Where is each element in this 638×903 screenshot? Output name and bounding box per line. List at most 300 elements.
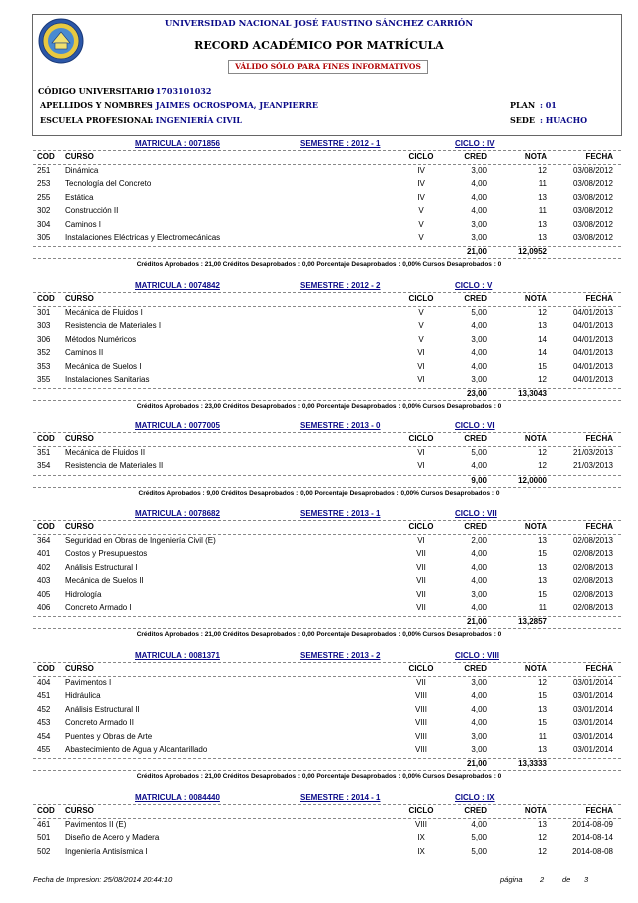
cell-fecha: 03/01/2014: [572, 678, 613, 687]
cell-cred: 2,00: [471, 536, 487, 545]
cell-ciclo: V: [418, 334, 424, 344]
cell-ciclo: IV: [417, 179, 425, 189]
cell-nota: 13: [538, 536, 547, 545]
cell-curso: Caminos I: [65, 219, 102, 229]
total-pages: 3: [584, 875, 589, 884]
cell-cod: 306: [37, 334, 51, 344]
cell-fecha: 04/01/2013: [572, 334, 613, 344]
weighted-average: 13,2857: [518, 617, 547, 627]
table-row: [33, 548, 621, 561]
total-credits: 21,00: [466, 617, 487, 627]
cell-ciclo: VII: [416, 678, 426, 687]
cell-cod: 304: [37, 219, 51, 229]
cell-nota: 13: [538, 820, 547, 829]
table-row: [33, 832, 621, 845]
cell-cod: 354: [37, 461, 51, 471]
table-row: [33, 744, 621, 757]
cell-ciclo: V: [418, 308, 424, 317]
cell-fecha: 04/01/2013: [572, 348, 613, 358]
cell-curso: Hidráulica: [65, 691, 101, 701]
cell-ciclo: IV: [417, 166, 425, 175]
divider: [33, 400, 621, 401]
cell-cred: 5,00: [471, 308, 487, 317]
cell-cod: 451: [37, 691, 51, 701]
semester: SEMESTRE : 2012 - 2: [300, 281, 381, 290]
total-credits: 21,00: [466, 247, 487, 257]
credits-summary: Créditos Aprobados : 21,00 Créditos Desaprobados : 0,00 Porcentaje Desaprobados : 0,00% Cursos Desaprobados : 0: [136, 261, 502, 269]
cell-cred: 4,00: [471, 820, 487, 829]
cell-fecha: 03/08/2012: [572, 219, 613, 229]
divider: [33, 628, 621, 629]
cell-cod: 405: [37, 589, 51, 599]
record-title: RECORD ACADÉMICO POR MATRÍCULA: [194, 39, 444, 52]
cell-fecha: 02/08/2013: [572, 603, 613, 612]
cell-nota: 12: [538, 166, 547, 175]
cell-cred: 4,00: [471, 179, 487, 189]
cell-curso: Análisis Estructural II: [65, 704, 140, 714]
cell-cred: 3,00: [471, 375, 487, 384]
cell-cred: 4,00: [471, 691, 487, 701]
cell-curso: Concreto Armado I: [65, 603, 132, 612]
cell-curso: Ingeniería Antisísmica I: [65, 846, 148, 856]
table-row: [33, 690, 621, 703]
cell-cred: 5,00: [471, 833, 487, 843]
column-header-fecha: FECHA: [585, 434, 613, 443]
cell-ciclo: VIII: [414, 745, 427, 754]
column-header-cod: COD: [37, 152, 55, 161]
cell-curso: Construcción II: [65, 206, 119, 216]
page-number: 2: [540, 875, 545, 884]
semester: SEMESTRE : 2013 - 2: [300, 651, 381, 660]
cell-fecha: 03/08/2012: [572, 179, 613, 189]
semester: SEMESTRE : 2013 - 0: [300, 421, 381, 430]
cell-fecha: 21/03/2013: [572, 448, 613, 457]
cell-nota: 12: [538, 846, 547, 856]
cell-cod: 303: [37, 321, 51, 331]
table-row: [33, 232, 621, 245]
student-school-value: : INGENIERÍA CIVIL: [150, 115, 242, 125]
cell-cred: 3,00: [471, 334, 487, 344]
cell-nota: 13: [538, 704, 547, 714]
cycle: CICLO : IV: [455, 139, 495, 148]
semester: SEMESTRE : 2014 - 1: [300, 793, 381, 802]
cell-cod: 403: [37, 576, 51, 586]
total-credits: 9,00: [471, 475, 487, 485]
validity-notice: VÁLIDO SÓLO PARA FINES INFORMATIVOS: [235, 62, 421, 71]
semester: SEMESTRE : 2013 - 1: [300, 509, 381, 518]
cell-curso: Costos y Presupuestos: [65, 549, 148, 559]
table-row: [33, 320, 621, 333]
table-row: [33, 677, 621, 690]
cell-curso: Instalaciones Eléctricas y Electromecánicas: [65, 233, 221, 242]
cell-curso: Caminos II: [65, 348, 104, 358]
cell-cod: 453: [37, 718, 51, 728]
cell-nota: 13: [538, 576, 547, 586]
table-row: [33, 374, 621, 387]
cell-cod: 501: [37, 833, 51, 843]
weighted-average: 13,3333: [518, 759, 547, 769]
cell-ciclo: IX: [417, 846, 425, 856]
student-school-label: ESCUELA PROFESIONAL: [40, 115, 153, 125]
cell-cred: 3,00: [471, 219, 487, 229]
cell-ciclo: VIII: [414, 704, 427, 714]
divider: [33, 770, 621, 771]
cell-fecha: 03/08/2012: [572, 206, 613, 216]
cell-cod: 454: [37, 731, 51, 741]
cell-cod: 461: [37, 820, 51, 829]
plan-label: PLAN: [510, 100, 536, 110]
cell-curso: Análisis Estructural I: [65, 562, 138, 572]
cell-fecha: 04/01/2013: [572, 308, 613, 317]
cell-curso: Resistencia de Materiales I: [65, 321, 162, 331]
cell-cod: 305: [37, 233, 51, 242]
cycle: CICLO : VII: [455, 509, 497, 518]
cell-cred: 4,00: [471, 603, 487, 612]
cell-fecha: 03/01/2014: [572, 731, 613, 741]
cell-cred: 4,00: [471, 718, 487, 728]
sede-value: : HUACHO: [540, 115, 588, 125]
cell-nota: 15: [538, 718, 547, 728]
column-header-row: [33, 151, 621, 164]
cell-ciclo: VII: [416, 589, 426, 599]
column-header-nota: NOTA: [524, 522, 547, 531]
cell-nota: 12: [538, 448, 547, 457]
table-row: [33, 704, 621, 717]
cell-nota: 11: [538, 603, 547, 612]
total-credits: 23,00: [466, 389, 487, 399]
table-row: [33, 361, 621, 374]
column-header-nota: NOTA: [524, 152, 547, 161]
cell-fecha: 04/01/2013: [572, 361, 613, 371]
cell-cred: 4,00: [471, 562, 487, 572]
cycle: CICLO : VIII: [455, 651, 499, 660]
table-row: [33, 846, 621, 859]
student-code-label: CÓDIGO UNIVERSITARIO: [38, 86, 155, 96]
cell-ciclo: VIII: [414, 820, 427, 829]
table-row: [33, 178, 621, 191]
cell-fecha: 03/08/2012: [572, 233, 613, 242]
cell-nota: 15: [538, 691, 547, 701]
cell-nota: 15: [538, 361, 547, 371]
cell-cod: 452: [37, 704, 51, 714]
cell-ciclo: VII: [416, 549, 426, 559]
cell-cod: 455: [37, 745, 51, 754]
cell-curso: Pavimentos II (E): [65, 820, 127, 829]
cell-cred: 4,00: [471, 321, 487, 331]
cell-nota: 13: [538, 233, 547, 242]
column-header-fecha: FECHA: [585, 522, 613, 531]
cell-nota: 12: [538, 308, 547, 317]
cell-nota: 13: [538, 219, 547, 229]
cell-ciclo: V: [418, 219, 424, 229]
cell-ciclo: VII: [416, 562, 426, 572]
cell-fecha: 03/01/2014: [572, 718, 613, 728]
cell-curso: Hidrología: [65, 589, 102, 599]
cell-cod: 255: [37, 192, 51, 202]
cell-cred: 3,00: [471, 678, 487, 687]
cell-fecha: 04/01/2013: [572, 375, 613, 384]
table-row: [33, 731, 621, 744]
cell-cred: 4,00: [471, 576, 487, 586]
cell-ciclo: IV: [417, 192, 425, 202]
cell-curso: Puentes y Obras de Arte: [65, 731, 153, 741]
cell-nota: 12: [538, 461, 547, 471]
weighted-average: 13,3043: [518, 389, 547, 399]
cell-ciclo: V: [418, 233, 424, 242]
column-header-curso: CURSO: [65, 664, 94, 673]
cell-fecha: 03/01/2014: [572, 745, 613, 754]
divider: [33, 258, 621, 259]
cell-cred: 4,00: [471, 361, 487, 371]
cell-nota: 12: [538, 678, 547, 687]
semester: SEMESTRE : 2012 - 1: [300, 139, 381, 148]
column-header-ciclo: CICLO: [408, 152, 434, 161]
cell-cred: 4,00: [471, 461, 487, 471]
student-code-value: : 1703101032: [150, 86, 212, 96]
cell-ciclo: VIII: [414, 691, 427, 701]
student-sede: [510, 115, 588, 125]
cell-cod: 253: [37, 179, 51, 189]
table-row: [33, 307, 621, 320]
column-header-ciclo: CICLO: [408, 294, 434, 303]
credits-summary: Créditos Aprobados : 21,00 Créditos Desaprobados : 0,00 Porcentaje Desaprobados : 0,00% Cursos Desaprobados : 0: [136, 773, 502, 781]
weighted-average: 12,0952: [518, 247, 547, 257]
cell-fecha: 02/08/2013: [572, 549, 613, 559]
cell-nota: 14: [538, 348, 547, 358]
cell-ciclo: IX: [417, 833, 425, 843]
table-row: [33, 819, 621, 832]
cell-curso: Mecánica de Fluidos I: [65, 308, 143, 317]
cell-ciclo: VII: [416, 603, 426, 612]
cell-cred: 4,00: [471, 704, 487, 714]
cell-cod: 404: [37, 678, 51, 687]
cell-curso: Mecánica de Fluidos II: [65, 448, 146, 457]
column-header-cred: CRED: [464, 152, 487, 161]
page-label: página: [500, 875, 523, 884]
cell-nota: 12: [538, 833, 547, 843]
cell-cred: 4,00: [471, 192, 487, 202]
cell-curso: Mecánica de Suelos II: [65, 576, 144, 586]
column-header-ciclo: CICLO: [408, 522, 434, 531]
matricula-number: MATRICULA : 0077005: [135, 421, 220, 430]
cell-ciclo: VI: [417, 536, 425, 545]
table-row: [33, 192, 621, 205]
cell-ciclo: VII: [416, 576, 426, 586]
column-header-ciclo: CICLO: [408, 664, 434, 673]
cell-cod: 401: [37, 549, 51, 559]
cell-fecha: 02/08/2013: [572, 589, 613, 599]
cell-fecha: 03/01/2014: [572, 704, 613, 714]
column-header-cod: COD: [37, 522, 55, 531]
column-header-cod: COD: [37, 664, 55, 673]
cell-nota: 13: [538, 745, 547, 754]
column-header-cod: COD: [37, 294, 55, 303]
column-header-cred: CRED: [464, 434, 487, 443]
cell-cred: 3,00: [471, 233, 487, 242]
cell-fecha: 04/01/2013: [572, 321, 613, 331]
table-row: [33, 334, 621, 347]
cell-cred: 3,00: [471, 731, 487, 741]
cell-curso: Tecnología del Concreto: [65, 179, 152, 189]
credits-summary: Créditos Aprobados : 21,00 Créditos Desaprobados : 0,00 Porcentaje Desaprobados : 0,00% Cursos Desaprobados : 0: [136, 631, 502, 639]
cell-curso: Pavimentos I: [65, 678, 112, 687]
table-row: [33, 717, 621, 730]
column-header-cod: COD: [37, 806, 55, 815]
student-plan: [510, 100, 557, 110]
column-header-cred: CRED: [464, 664, 487, 673]
column-header-fecha: FECHA: [585, 664, 613, 673]
column-header-fecha: FECHA: [585, 806, 613, 815]
total-credits: 21,00: [466, 759, 487, 769]
cycle: CICLO : V: [455, 281, 493, 290]
cycle: CICLO : VI: [455, 421, 495, 430]
cell-curso: Resistencia de Materiales II: [65, 461, 164, 471]
cell-fecha: 2014-08-14: [572, 833, 613, 843]
column-header-cred: CRED: [464, 522, 487, 531]
cell-fecha: 02/08/2013: [572, 536, 613, 545]
column-header-curso: CURSO: [65, 806, 94, 815]
column-header-curso: CURSO: [65, 294, 94, 303]
matricula-number: MATRICULA : 0071856: [135, 139, 220, 148]
table-row: [33, 602, 621, 615]
table-row: [33, 535, 621, 548]
cell-cod: 302: [37, 206, 51, 216]
cell-cod: 364: [37, 536, 51, 545]
cell-cred: 4,00: [471, 348, 487, 358]
column-header-fecha: FECHA: [585, 152, 613, 161]
divider: [33, 487, 621, 488]
cell-nota: 14: [538, 334, 547, 344]
column-header-row: [33, 293, 621, 306]
weighted-average: 12,0000: [518, 475, 547, 485]
cell-ciclo: VI: [417, 375, 425, 384]
column-header-curso: CURSO: [65, 522, 94, 531]
table-row: [33, 447, 621, 460]
cell-ciclo: VI: [417, 348, 425, 358]
cell-cred: 3,00: [471, 589, 487, 599]
cell-fecha: 03/08/2012: [572, 166, 613, 175]
cell-cod: 502: [37, 846, 51, 856]
cell-nota: 13: [538, 321, 547, 331]
cell-cred: 3,00: [471, 166, 487, 175]
table-row: [33, 347, 621, 360]
cell-ciclo: VI: [417, 448, 425, 457]
cell-ciclo: V: [418, 206, 424, 216]
cell-curso: Seguridad en Obras de Ingeniería Civil (E): [65, 536, 216, 545]
table-row: [33, 589, 621, 602]
cell-cred: 4,00: [471, 549, 487, 559]
cell-cod: 352: [37, 348, 51, 358]
column-header-curso: CURSO: [65, 152, 94, 161]
matricula-number: MATRICULA : 0074842: [135, 281, 220, 290]
cell-nota: 11: [538, 179, 547, 189]
cell-fecha: 03/01/2014: [572, 691, 613, 701]
column-header-row: [33, 805, 621, 818]
student-name-value: : JAIMES OCROSPOMA, JEANPIERRE: [150, 100, 318, 110]
table-row: [33, 205, 621, 218]
cell-cred: 5,00: [471, 448, 487, 457]
table-row: [33, 460, 621, 473]
cell-cred: 3,00: [471, 745, 487, 754]
cell-ciclo: VI: [417, 461, 425, 471]
table-row: [33, 562, 621, 575]
credits-summary: Créditos Aprobados : 23,00 Créditos Desaprobados : 0,00 Porcentaje Desaprobados : 0,00% Cursos Desaprobados : 0: [136, 403, 502, 411]
cell-fecha: 2014-08-09: [572, 820, 613, 829]
cell-curso: Métodos Numéricos: [65, 334, 137, 344]
cell-cod: 355: [37, 375, 51, 384]
column-header-row: [33, 521, 621, 534]
cell-nota: 12: [538, 375, 547, 384]
cell-curso: Diseño de Acero y Madera: [65, 833, 160, 843]
cell-fecha: 03/08/2012: [572, 192, 613, 202]
cell-ciclo: VIII: [414, 731, 427, 741]
matricula-number: MATRICULA : 0084440: [135, 793, 220, 802]
cell-cod: 402: [37, 562, 51, 572]
column-header-cred: CRED: [464, 806, 487, 815]
print-date: Fecha de Impresion: 25/08/2014 20:44:10: [33, 875, 173, 884]
column-header-cod: COD: [37, 434, 55, 443]
cell-ciclo: V: [418, 321, 424, 331]
matricula-number: MATRICULA : 0078682: [135, 509, 220, 518]
cell-ciclo: VIII: [414, 718, 427, 728]
matricula-number: MATRICULA : 0081371: [135, 651, 220, 660]
plan-value: : 01: [540, 100, 557, 110]
cell-fecha: 02/08/2013: [572, 576, 613, 586]
column-header-curso: CURSO: [65, 434, 94, 443]
cell-nota: 11: [538, 731, 547, 741]
column-header-ciclo: CICLO: [408, 806, 434, 815]
credits-summary: Créditos Aprobados : 9,00 Créditos Desaprobados : 0,00 Porcentaje Desaprobados : 0,00% Cursos Desaprobados : 0: [138, 489, 500, 497]
cell-curso: Mecánica de Suelos I: [65, 361, 142, 371]
sede-label: SEDE: [510, 115, 535, 125]
cell-nota: 13: [538, 562, 547, 572]
cell-cod: 406: [37, 603, 51, 612]
table-row: [33, 575, 621, 588]
column-header-row: [33, 663, 621, 676]
cell-cod: 301: [37, 308, 51, 317]
column-header-row: [33, 433, 621, 446]
cell-cred: 5,00: [471, 846, 487, 856]
table-row: [33, 165, 621, 178]
cell-fecha: 02/08/2013: [572, 562, 613, 572]
column-header-nota: NOTA: [524, 294, 547, 303]
column-header-nota: NOTA: [524, 434, 547, 443]
cell-cod: 251: [37, 166, 51, 175]
cycle: CICLO : IX: [455, 793, 495, 802]
student-code: [38, 86, 212, 96]
cell-cod: 353: [37, 361, 51, 371]
cell-cod: 351: [37, 448, 51, 457]
cell-fecha: 21/03/2013: [572, 461, 613, 471]
student-name-label: APELLIDOS Y NOMBRES: [40, 100, 153, 110]
university-name: UNIVERSIDAD NACIONAL JOSÉ FAUSTINO SÁNCHEZ CARRIÓN: [164, 19, 474, 29]
cell-curso: Instalaciones Sanitarias: [65, 375, 150, 384]
cell-nota: 11: [538, 206, 547, 216]
column-header-fecha: FECHA: [585, 294, 613, 303]
cell-nota: 15: [538, 589, 547, 599]
column-header-nota: NOTA: [524, 664, 547, 673]
column-header-nota: NOTA: [524, 806, 547, 815]
column-header-ciclo: CICLO: [408, 434, 434, 443]
cell-fecha: 2014-08-08: [572, 846, 613, 856]
cell-nota: 13: [538, 192, 547, 202]
cell-nota: 15: [538, 549, 547, 559]
table-row: [33, 219, 621, 232]
cell-curso: Dinámica: [65, 166, 99, 175]
cell-curso: Abastecimiento de Agua y Alcantarillado: [65, 745, 208, 754]
column-header-cred: CRED: [464, 294, 487, 303]
cell-cred: 4,00: [471, 206, 487, 216]
